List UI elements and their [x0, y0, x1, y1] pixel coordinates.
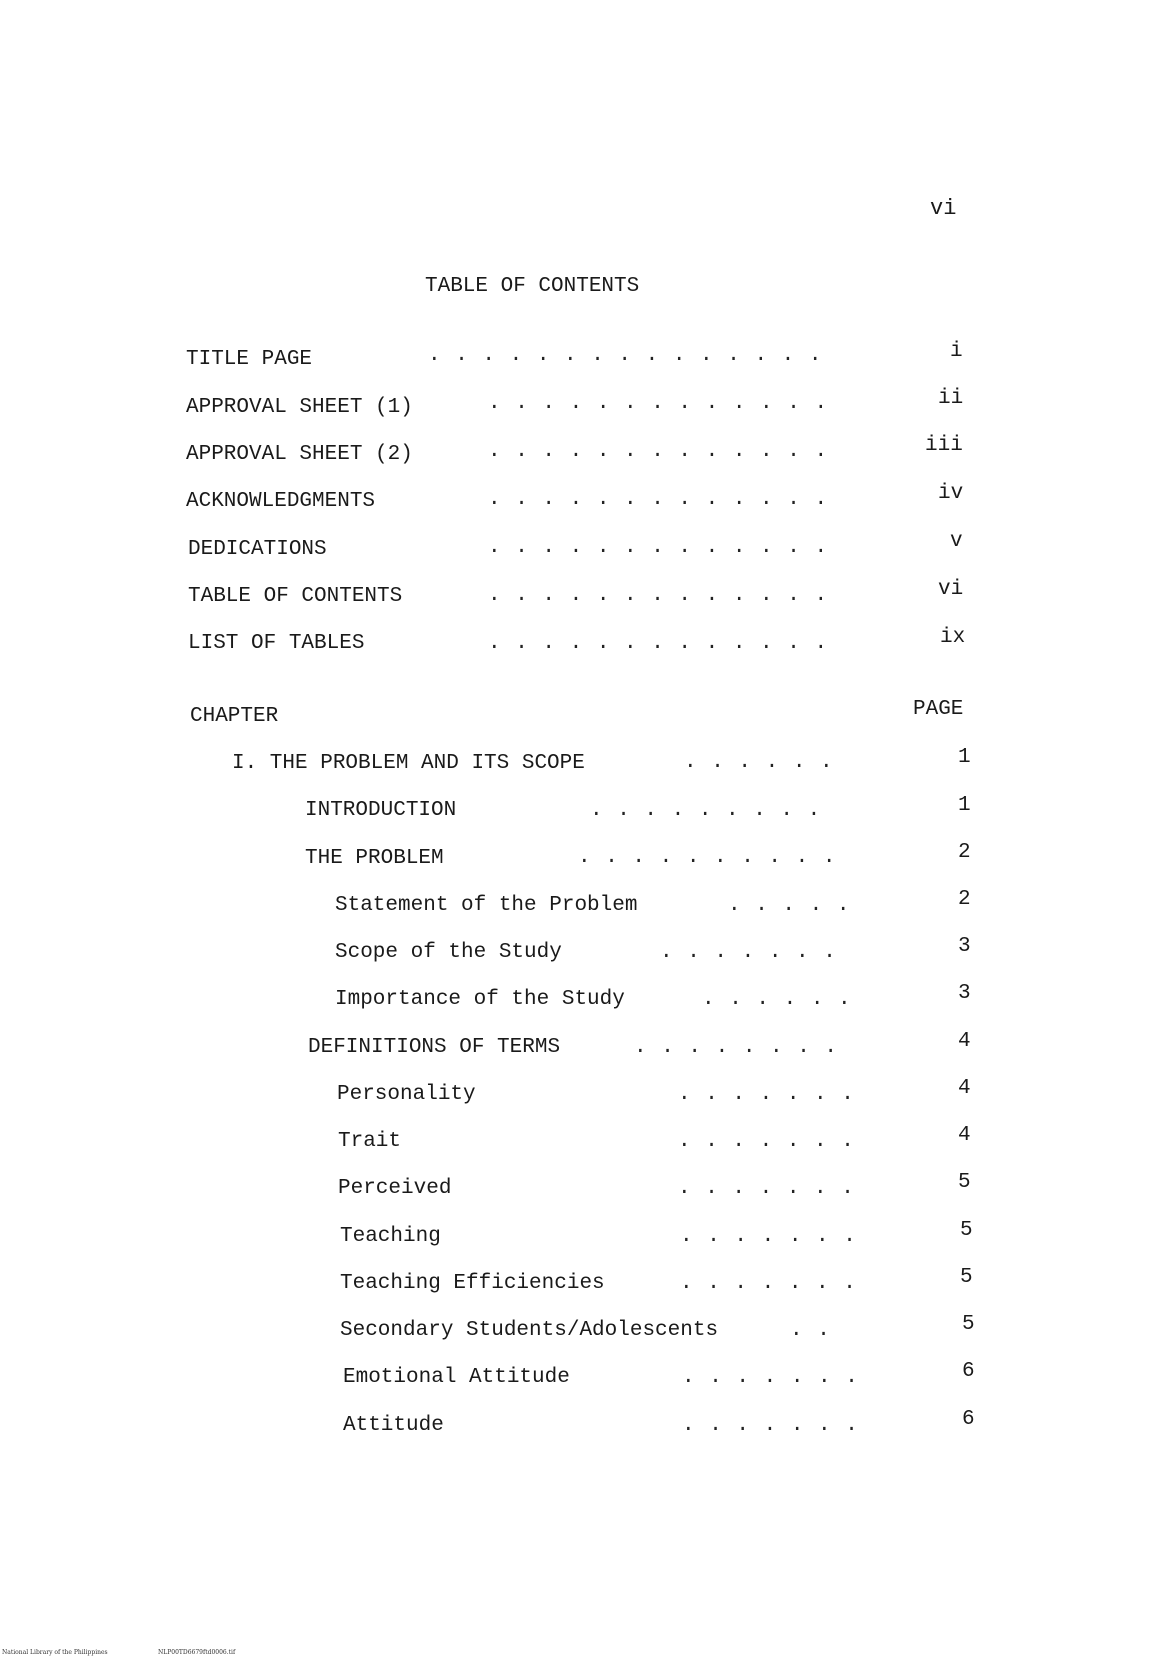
toc-page: ii — [938, 387, 964, 410]
leader-dots: . . . . . . . — [680, 1272, 857, 1295]
toc-label: APPROVAL SHEET (1) — [186, 396, 413, 419]
toc-page: 3 — [958, 935, 971, 958]
leader-dots: . . . . . . . — [660, 941, 837, 964]
toc-page: 6 — [962, 1360, 975, 1383]
leader-dots: . . . . . . — [684, 751, 834, 774]
toc-page: v — [950, 530, 963, 553]
leader-dots: . . . . . . . . . . — [578, 846, 837, 869]
toc-label: Attitude — [343, 1414, 444, 1437]
toc-page: ix — [940, 626, 966, 649]
footer-library: National Library of the Philippines — [2, 1649, 108, 1656]
leader-dots: . . . . . . . — [682, 1366, 859, 1389]
toc-label: Secondary Students/Adolescents — [340, 1319, 719, 1342]
toc-page: 4 — [958, 1077, 971, 1100]
leader-dots: . . . . . — [728, 894, 851, 917]
toc-label: Scope of the Study — [335, 941, 562, 964]
page-title: TABLE OF CONTENTS — [425, 275, 640, 298]
toc-label: Perceived — [338, 1177, 452, 1200]
toc-label: ACKNOWLEDGMENTS — [186, 490, 376, 513]
toc-label: TITLE PAGE — [186, 348, 313, 371]
toc-label: THE PROBLEM — [305, 847, 444, 870]
toc-page: iii — [925, 434, 963, 457]
page-number: vi — [930, 196, 957, 221]
leader-dots: . . . . . . . . . — [590, 799, 822, 822]
leader-dots: . . . . . . . . . . . . . — [488, 584, 829, 607]
leader-dots: . . . . . . . . . . . . . — [488, 488, 829, 511]
toc-page: 2 — [958, 841, 971, 864]
leader-dots: . . . . . . . — [682, 1414, 859, 1437]
toc-label: Personality — [337, 1083, 476, 1106]
leader-dots: . . . . . . . — [680, 1225, 857, 1248]
leader-dots: . . . . . . . . — [634, 1036, 839, 1059]
leader-dots: . . . . . . . . . . . . . . . — [428, 344, 823, 367]
toc-label: Teaching — [340, 1225, 441, 1248]
toc-page: 4 — [958, 1124, 971, 1147]
toc-label: DEFINITIONS OF TERMS — [308, 1036, 561, 1059]
toc-label: Statement of the Problem — [335, 894, 638, 917]
toc-page: 1 — [958, 794, 971, 817]
toc-page: iv — [938, 482, 964, 505]
leader-dots: . . . . . . . — [678, 1130, 855, 1153]
toc-page: 4 — [958, 1030, 971, 1053]
toc-label: Emotional Attitude — [343, 1366, 570, 1389]
leader-dots: . . . . . . . . . . . . . — [488, 632, 829, 655]
toc-page: 6 — [962, 1408, 975, 1431]
toc-label: INTRODUCTION — [305, 799, 457, 822]
leader-dots: . . . . . . . . . . . . . — [488, 440, 829, 463]
chapter-header: CHAPTER — [190, 705, 279, 728]
toc-label: TABLE OF CONTENTS — [188, 585, 403, 608]
toc-page: 5 — [962, 1313, 975, 1336]
toc-label: Trait — [338, 1130, 402, 1153]
toc-label: LIST OF TABLES — [188, 632, 365, 655]
leader-dots: . . . . . . . . . . . . . — [488, 536, 829, 559]
toc-label: DEDICATIONS — [188, 538, 327, 561]
leader-dots: . . . . . . . — [678, 1083, 855, 1106]
toc-page: 5 — [960, 1219, 973, 1242]
toc-label: APPROVAL SHEET (2) — [186, 443, 413, 466]
toc-page: 1 — [958, 746, 971, 769]
toc-page: 2 — [958, 888, 971, 911]
toc-page: 5 — [960, 1266, 973, 1289]
leader-dots: . . . . . . — [702, 988, 852, 1011]
toc-label: I. THE PROBLEM AND ITS SCOPE — [232, 752, 585, 775]
toc-page: 3 — [958, 982, 971, 1005]
toc-page: i — [950, 340, 963, 363]
leader-dots: . . . . . . . — [678, 1177, 855, 1200]
toc-page: vi — [938, 578, 964, 601]
footer-file: NLP00TD6679ftd0006.tif — [158, 1649, 236, 1656]
page-header: PAGE — [913, 698, 964, 721]
toc-label: Importance of the Study — [335, 988, 625, 1011]
leader-dots: . . — [790, 1319, 831, 1342]
leader-dots: . . . . . . . . . . . . . — [488, 392, 829, 415]
toc-label: Teaching Efficiencies — [340, 1272, 605, 1295]
toc-page: 5 — [958, 1171, 971, 1194]
